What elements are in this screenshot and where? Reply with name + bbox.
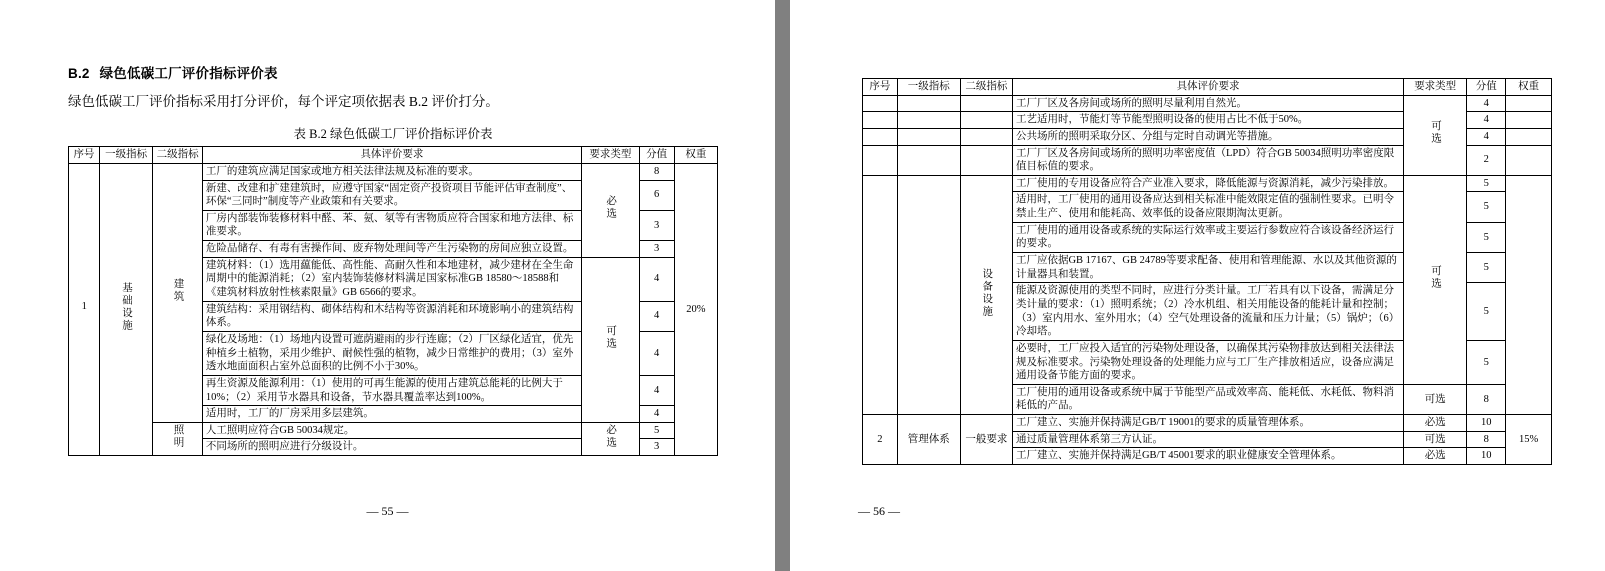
level2-indicator-cell-lighting: 照明 [153, 422, 202, 455]
col-header-5: 分值 [1467, 79, 1506, 96]
level1-indicator-cell-empty [897, 175, 960, 414]
requirement-cell: 工厂的建筑应满足国家或地方相关法律法规及标准的要求。 [202, 163, 581, 180]
index-number-cell: 2 [863, 415, 898, 465]
type-cell-optional: 可选 [1404, 175, 1467, 384]
page-gutter [775, 0, 790, 571]
col-header-4: 要求类型 [581, 147, 639, 164]
level2-indicator-cell-equipment: 设备设施 [960, 175, 1012, 414]
requirement-cell: 必要时，工厂应投入适宜的污染物处理设备，以确保其污染物排放达到相关法律法规及标准要求。污染物处理设备的处理能力应与工厂生产排放相适应，设备应满足通用设备节能方面的要求。 [1012, 340, 1403, 384]
requirement-cell: 适用时，工厂使用的通用设备应达到相关标准中能效限定值的强制性要求。已明令禁止生产、使用和能耗高、效率低的设备应限期淘汰更新。 [1012, 192, 1403, 222]
requirement-cell: 公共场所的照明采取分区、分组与定时自动调光等措施。 [1012, 128, 1403, 145]
requirement-cell: 工厂厂区及各房间或场所的照明功率密度值（LPD）符合GB 50034照明功率密度限值目标值的要求。 [1012, 145, 1403, 175]
score-cell: 5 [1467, 192, 1506, 222]
score-cell: 3 [639, 241, 674, 258]
weight-cell-empty [1506, 112, 1552, 129]
evaluation-table-left [68, 146, 718, 456]
requirement-cell: 工厂使用的通用设备或系统中属于节能型产品或效率高、能耗低、水耗低、物料消耗低的产品。 [1012, 384, 1403, 414]
col-header-0: 序号 [69, 147, 100, 164]
table-caption: 表 B.2 绿色低碳工厂评价指标评价表 [293, 127, 493, 142]
score-cell: 4 [639, 375, 674, 405]
col-header-1: 一级指标 [897, 79, 960, 96]
weight-cell-empty [1506, 175, 1552, 414]
score-cell: 10 [1467, 448, 1506, 465]
col-header-3: 具体评价要求 [202, 147, 581, 164]
requirement-cell: 工厂建立、实施并保持满足GB/T 45001要求的职业健康安全管理体系。 [1012, 448, 1403, 465]
requirement-cell: 适用时，工厂的厂房采用多层建筑。 [202, 406, 581, 423]
level2-indicator-cell-empty [960, 128, 1012, 145]
score-cell: 4 [639, 301, 674, 331]
index-number-cell-empty [863, 145, 898, 175]
requirement-cell: 通过质量管理体系第三方认证。 [1012, 431, 1403, 448]
page-left [0, 0, 775, 571]
col-header-0: 序号 [863, 79, 898, 96]
type-cell-required: 必选 [581, 422, 639, 455]
col-header-6: 权重 [674, 147, 717, 164]
table-row [863, 175, 1552, 192]
score-cell: 6 [639, 180, 674, 210]
requirement-cell: 工厂厂区及各房间或场所的照明尽量利用自然光。 [1012, 95, 1403, 112]
type-cell-required: 必选 [1404, 448, 1467, 465]
requirement-cell: 工厂使用的通用设备或系统的实际运行效率或主要运行参数应符合该设备经济运行的要求。 [1012, 222, 1403, 252]
table-row [69, 422, 718, 439]
type-cell-optional: 可选 [1404, 95, 1467, 175]
index-number-cell-empty [863, 175, 898, 414]
score-cell: 5 [639, 422, 674, 439]
score-cell: 8 [639, 163, 674, 180]
level1-indicator-cell-empty [897, 145, 960, 175]
evaluation-table-right [862, 78, 1552, 465]
level1-indicator-cell: 基础设施 [99, 163, 153, 455]
col-header-4: 要求类型 [1404, 79, 1467, 96]
type-cell-required: 必选 [1404, 415, 1467, 432]
heading-text: 绿色低碳工厂评价指标评价表 [99, 66, 278, 81]
score-cell: 4 [639, 331, 674, 375]
index-number-cell-empty [863, 95, 898, 112]
requirement-cell: 不同场所的照明应进行分级设计。 [202, 439, 581, 456]
score-cell: 4 [1467, 112, 1506, 129]
score-cell: 4 [1467, 95, 1506, 112]
requirement-cell: 能源及资源使用的类型不同时，应进行分类计量。工厂若具有以下设备，需满足分类计量的要求：（1）照明系统；（2）冷水机组、相关用能设备的能耗计量和控制；（3）室内用水、室外用水；（4）空气处理设备的流量和压力计量；（5）锅炉；（6）冷却塔。 [1012, 283, 1403, 341]
score-cell: 5 [1467, 283, 1506, 341]
requirement-cell: 工厂使用的专用设备应符合产业准入要求，降低能源与资源消耗，减少污染排放。 [1012, 175, 1403, 192]
weight-cell: 20% [674, 163, 717, 455]
requirement-cell: 工厂应依据GB 17167、GB 24789等要求配备、使用和管理能源、水以及其他资源的计量器具和装置。 [1012, 253, 1403, 283]
weight-cell-empty [1506, 95, 1552, 112]
score-cell: 5 [1467, 222, 1506, 252]
type-cell-optional: 可选 [581, 257, 639, 422]
index-number-cell: 1 [69, 163, 100, 455]
index-number-cell-empty [863, 112, 898, 129]
col-header-1: 一级指标 [99, 147, 153, 164]
col-header-2: 二级指标 [153, 147, 202, 164]
requirement-cell: 厂房内部装饰装修材料中醛、苯、氨、氡等有害物质应符合国家和地方法律、标准要求。 [202, 210, 581, 240]
requirement-cell: 建筑材料：（1）选用藴能低、高性能、高耐久性和本地建材，减少建材在全生命周期中的能源消耗；（2）室内装饰装修材料满足国家标准GB 18580～18588和《建筑材料放射性核素限量》GB 6566的要求。 [202, 257, 581, 301]
index-number-cell-empty [863, 128, 898, 145]
score-cell: 4 [639, 406, 674, 423]
score-cell: 5 [1467, 253, 1506, 283]
level2-indicator-cell-empty [960, 95, 1012, 112]
requirement-cell: 人工照明应符合GB 50034规定。 [202, 422, 581, 439]
col-header-3: 具体评价要求 [1012, 79, 1403, 96]
table-row [863, 95, 1552, 112]
score-cell: 4 [1467, 128, 1506, 145]
score-cell: 3 [639, 210, 674, 240]
table-row [863, 415, 1552, 432]
requirement-cell: 再生资源及能源利用：（1）使用的可再生能源的使用占建筑总能耗的比例大于10%；（2）采用节水器具和设备，节水器具覆盖率达到100%。 [202, 375, 581, 405]
level1-indicator-cell-empty [897, 95, 960, 112]
page-number-right: — 56 — [858, 504, 900, 518]
level2-indicator-cell-empty [960, 112, 1012, 129]
level2-indicator-cell-building: 建筑 [153, 163, 202, 422]
intro-paragraph: 绿色低碳工厂评价指标采用打分评价，每个评定项依据表 B.2 评价打分。 [68, 94, 499, 109]
score-cell: 10 [1467, 415, 1506, 432]
score-cell: 8 [1467, 431, 1506, 448]
score-cell: 4 [639, 257, 674, 301]
score-cell: 2 [1467, 145, 1506, 175]
weight-cell-empty [1506, 128, 1552, 145]
level1-indicator-cell-empty [897, 128, 960, 145]
col-header-2: 二级指标 [960, 79, 1012, 96]
page-right [790, 0, 1605, 571]
heading-number: B.2 [68, 66, 90, 81]
type-cell-optional: 可选 [1404, 384, 1467, 414]
weight-cell: 15% [1506, 415, 1552, 465]
table-header-row [863, 79, 1552, 96]
table-header-row [69, 147, 718, 164]
right-page-content [862, 78, 1552, 465]
type-cell-optional: 可选 [1404, 431, 1467, 448]
weight-cell-empty [1506, 145, 1552, 175]
page-number-left: — 55 — [366, 504, 409, 518]
col-header-6: 权重 [1506, 79, 1552, 96]
level1-indicator-cell-empty [897, 112, 960, 129]
requirement-cell: 危险品储存、有毒有害操作间、废弃物处理间等产生污染物的房间应独立设置。 [202, 241, 581, 258]
score-cell: 5 [1467, 340, 1506, 384]
requirement-cell: 绿化及场地：（1）场地内设置可遮荫避雨的步行连廊；（2）厂区绿化适宜，优先种植乡土植物，采用少维护、耐候性强的植物，减少日常维护的费用；（3）室外透水地面面积占室外总面积的比例不小于30%。 [202, 331, 581, 375]
level2-indicator-cell-empty [960, 145, 1012, 175]
score-cell: 3 [639, 439, 674, 456]
requirement-cell: 工厂建立、实施并保持满足GB/T 19001的要求的质量管理体系。 [1012, 415, 1403, 432]
level2-indicator-cell-general: 一般要求 [960, 415, 1012, 465]
page-title [68, 62, 718, 82]
score-cell: 8 [1467, 384, 1506, 414]
level1-indicator-cell: 管理体系 [897, 415, 960, 465]
requirement-cell: 建筑结构：采用钢结构、砌体结构和木结构等资源消耗和环境影响小的建筑结构体系。 [202, 301, 581, 331]
col-header-5: 分值 [639, 147, 674, 164]
type-cell-required: 必选 [581, 163, 639, 257]
table-row [69, 163, 718, 180]
left-page-content [68, 62, 718, 456]
requirement-cell: 工艺适用时，节能灯等节能型照明设备的使用占比不低于50%。 [1012, 112, 1403, 129]
score-cell: 5 [1467, 175, 1506, 192]
requirement-cell: 新建、改建和扩建建筑时，应遵守国家“固定资产投资项目节能评估审查制度”、环保“三同时”制度等产业政策和有关要求。 [202, 180, 581, 210]
